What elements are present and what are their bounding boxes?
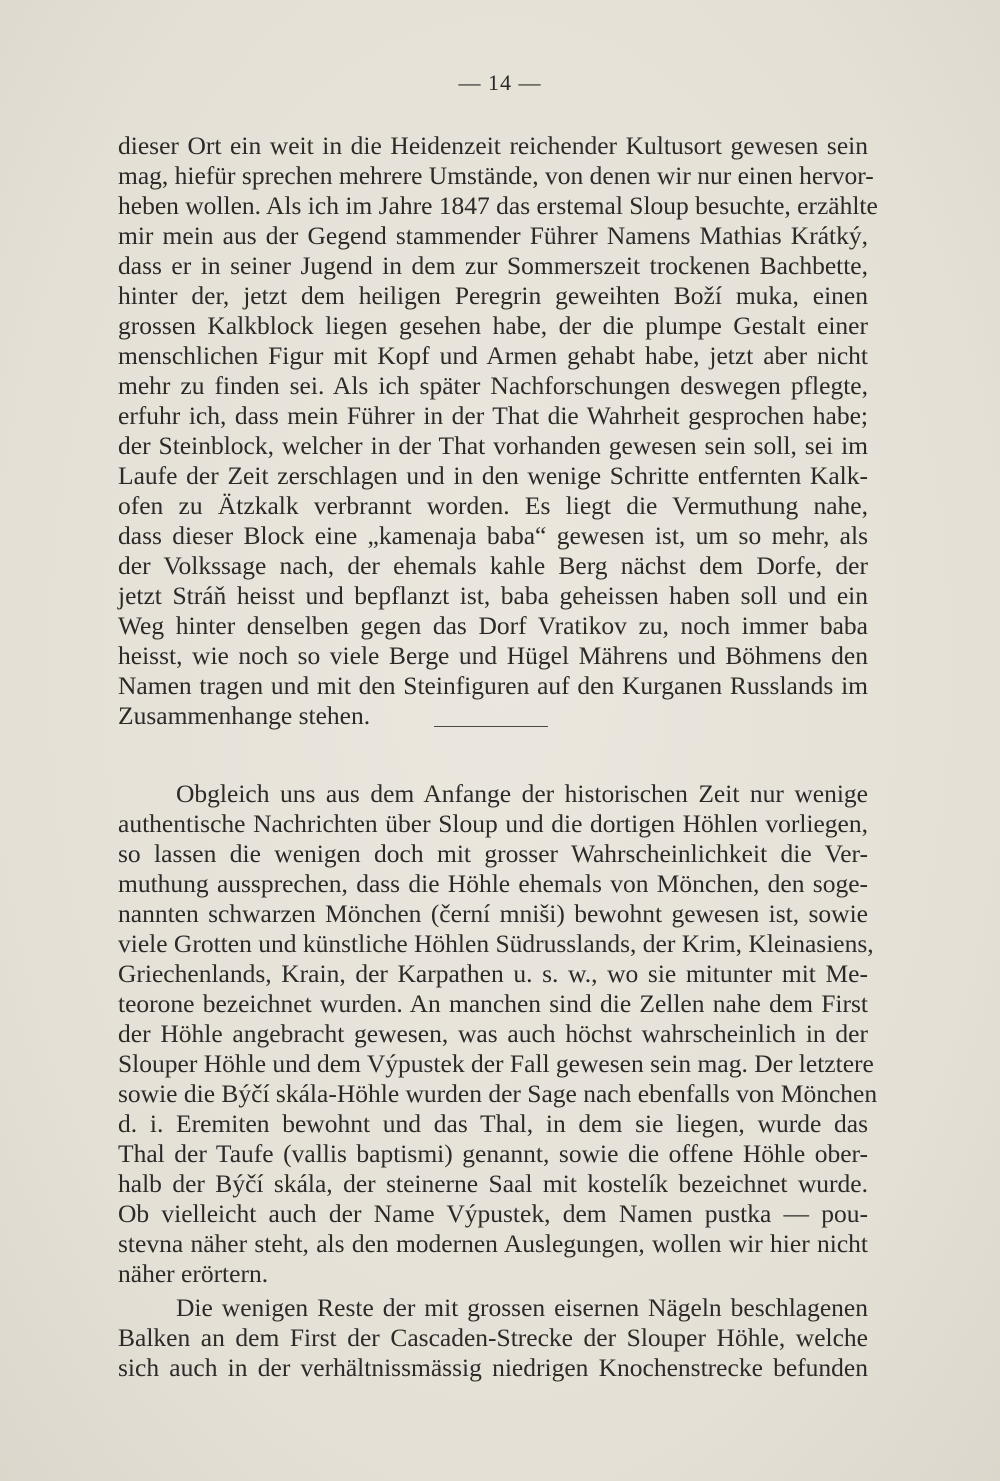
text-line: Zusammenhange stehen. [118,701,371,730]
text-line: hinter der, jetzt dem heiligen Peregrin geweihten Boží muka, einen [118,281,868,310]
text-line: mir mein aus der Gegend stammender Führer Namens Mathias Krátký, [118,221,868,250]
text-line: jetzt Stráň heisst und bepflanzt ist, baba geheissen haben soll und ein [118,581,868,610]
text-line: mehr zu finden sei. Als ich später Nachforschungen deswegen pflegte, [118,371,868,400]
text-line: Slouper Höhle und dem Výpustek der Fall gewesen sein mag. Der letztere [118,1049,874,1078]
text-line: sich auch in der verhältnissmässig niedrigen Knochenstrecke befunden [118,1353,868,1382]
text-line: der Steinblock, welcher in der That vorhanden gewesen sein soll, sei im [118,431,868,460]
text-line: menschlichen Figur mit Kopf und Armen gehabt habe, jetzt aber nicht [118,341,868,370]
text-line: heben wollen. Als ich im Jahre 1847 das erstemal Sloup besuchte, erzählte [118,191,878,220]
text-line: dass er in seiner Jugend in dem zur Sommerszeit trockenen Bachbette, [118,251,868,280]
text-line: Griechenlands, Krain, der Karpathen u. s. w., wo sie mitunter mit Me- [118,959,868,988]
text-line: heisst, wie noch so viele Berge und Hügel Mährens und Böhmens den [118,641,868,670]
text-line: ofen zu Ätzkalk verbrannt worden. Es liegt die Vermuthung nahe, [118,491,868,520]
text-line: Laufe der Zeit zerschlagen und in den wenige Schritte entfernten Kalk- [118,461,868,490]
text-line: Balken an dem First der Cascaden-Strecke der Slouper Höhle, welche [118,1323,868,1352]
text-line: nannten schwarzen Mönchen (černí mniši) bewohnt gewesen ist, sowie [118,899,868,928]
text-line: Ob vielleicht auch der Name Výpustek, dem Namen pustka — pou- [118,1199,868,1228]
text-line: mag, hiefür sprechen mehrere Umstände, von denen wir nur einen hervor- [118,161,874,190]
text-line: Namen tragen und mit den Steinfiguren auf den Kurganen Russlands im [118,671,868,700]
text-line: halb der Býčí skála, der steinerne Saal mit kostelík bezeichnet wurde. [118,1169,868,1198]
text-line: Weg hinter denselben gegen das Dorf Vratikov zu, noch immer baba [118,611,868,640]
text-line: so lassen die wenigen doch mit grosser Wahrscheinlichkeit die Ver- [118,839,868,868]
text-line: dass dieser Block eine „kamenaja baba“ gewesen ist, um so mehr, als [118,521,868,550]
text-line: d. i. Eremiten bewohnt und das Thal, in dem sie liegen, wurde das [118,1109,868,1138]
text-line: sowie die Býčí skála-Höhle wurden der Sage nach ebenfalls von Mönchen [118,1079,878,1108]
text-line: Thal der Taufe (vallis baptismi) genannt, sowie die offene Höhle ober- [118,1139,868,1168]
text-line: authentische Nachrichten über Sloup und die dortigen Höhlen vorliegen, [118,809,868,838]
page-number: — 14 — [458,70,542,95]
text-line: erfuhr ich, dass mein Führer in der That die Wahrheit gesprochen habe; [118,401,868,430]
text-line: stevna näher steht, als den modernen Auslegungen, wollen wir hier nicht [118,1229,868,1258]
text-line: der Höhle angebracht gewesen, was auch höchst wahrscheinlich in der [118,1019,868,1048]
text-line: Die wenigen Reste der mit grossen eisernen Nägeln beschlagenen [176,1293,868,1322]
text-line: viele Grotten und künstliche Höhlen Südrusslands, der Krim, Kleinasiens, [118,929,874,958]
text-line: grossen Kalkblock liegen gesehen habe, der die plumpe Gestalt einer [118,311,868,340]
text-line: dieser Ort ein weit in die Heidenzeit reichender Kultusort gewesen sein [118,131,868,160]
section-separator [434,726,548,727]
text-line: muthung aussprechen, dass die Höhle ehemals von Mönchen, den soge- [118,869,868,898]
text-line: der Volkssage nach, der ehemals kahle Berg nächst dem Dorfe, der [118,551,868,580]
text-line: teorone bezeichnet wurden. An manchen sind die Zellen nahe dem First [118,989,868,1018]
text-line: Obgleich uns aus dem Anfange der historischen Zeit nur wenige [176,779,868,808]
text-line: näher erörtern. [118,1259,269,1288]
